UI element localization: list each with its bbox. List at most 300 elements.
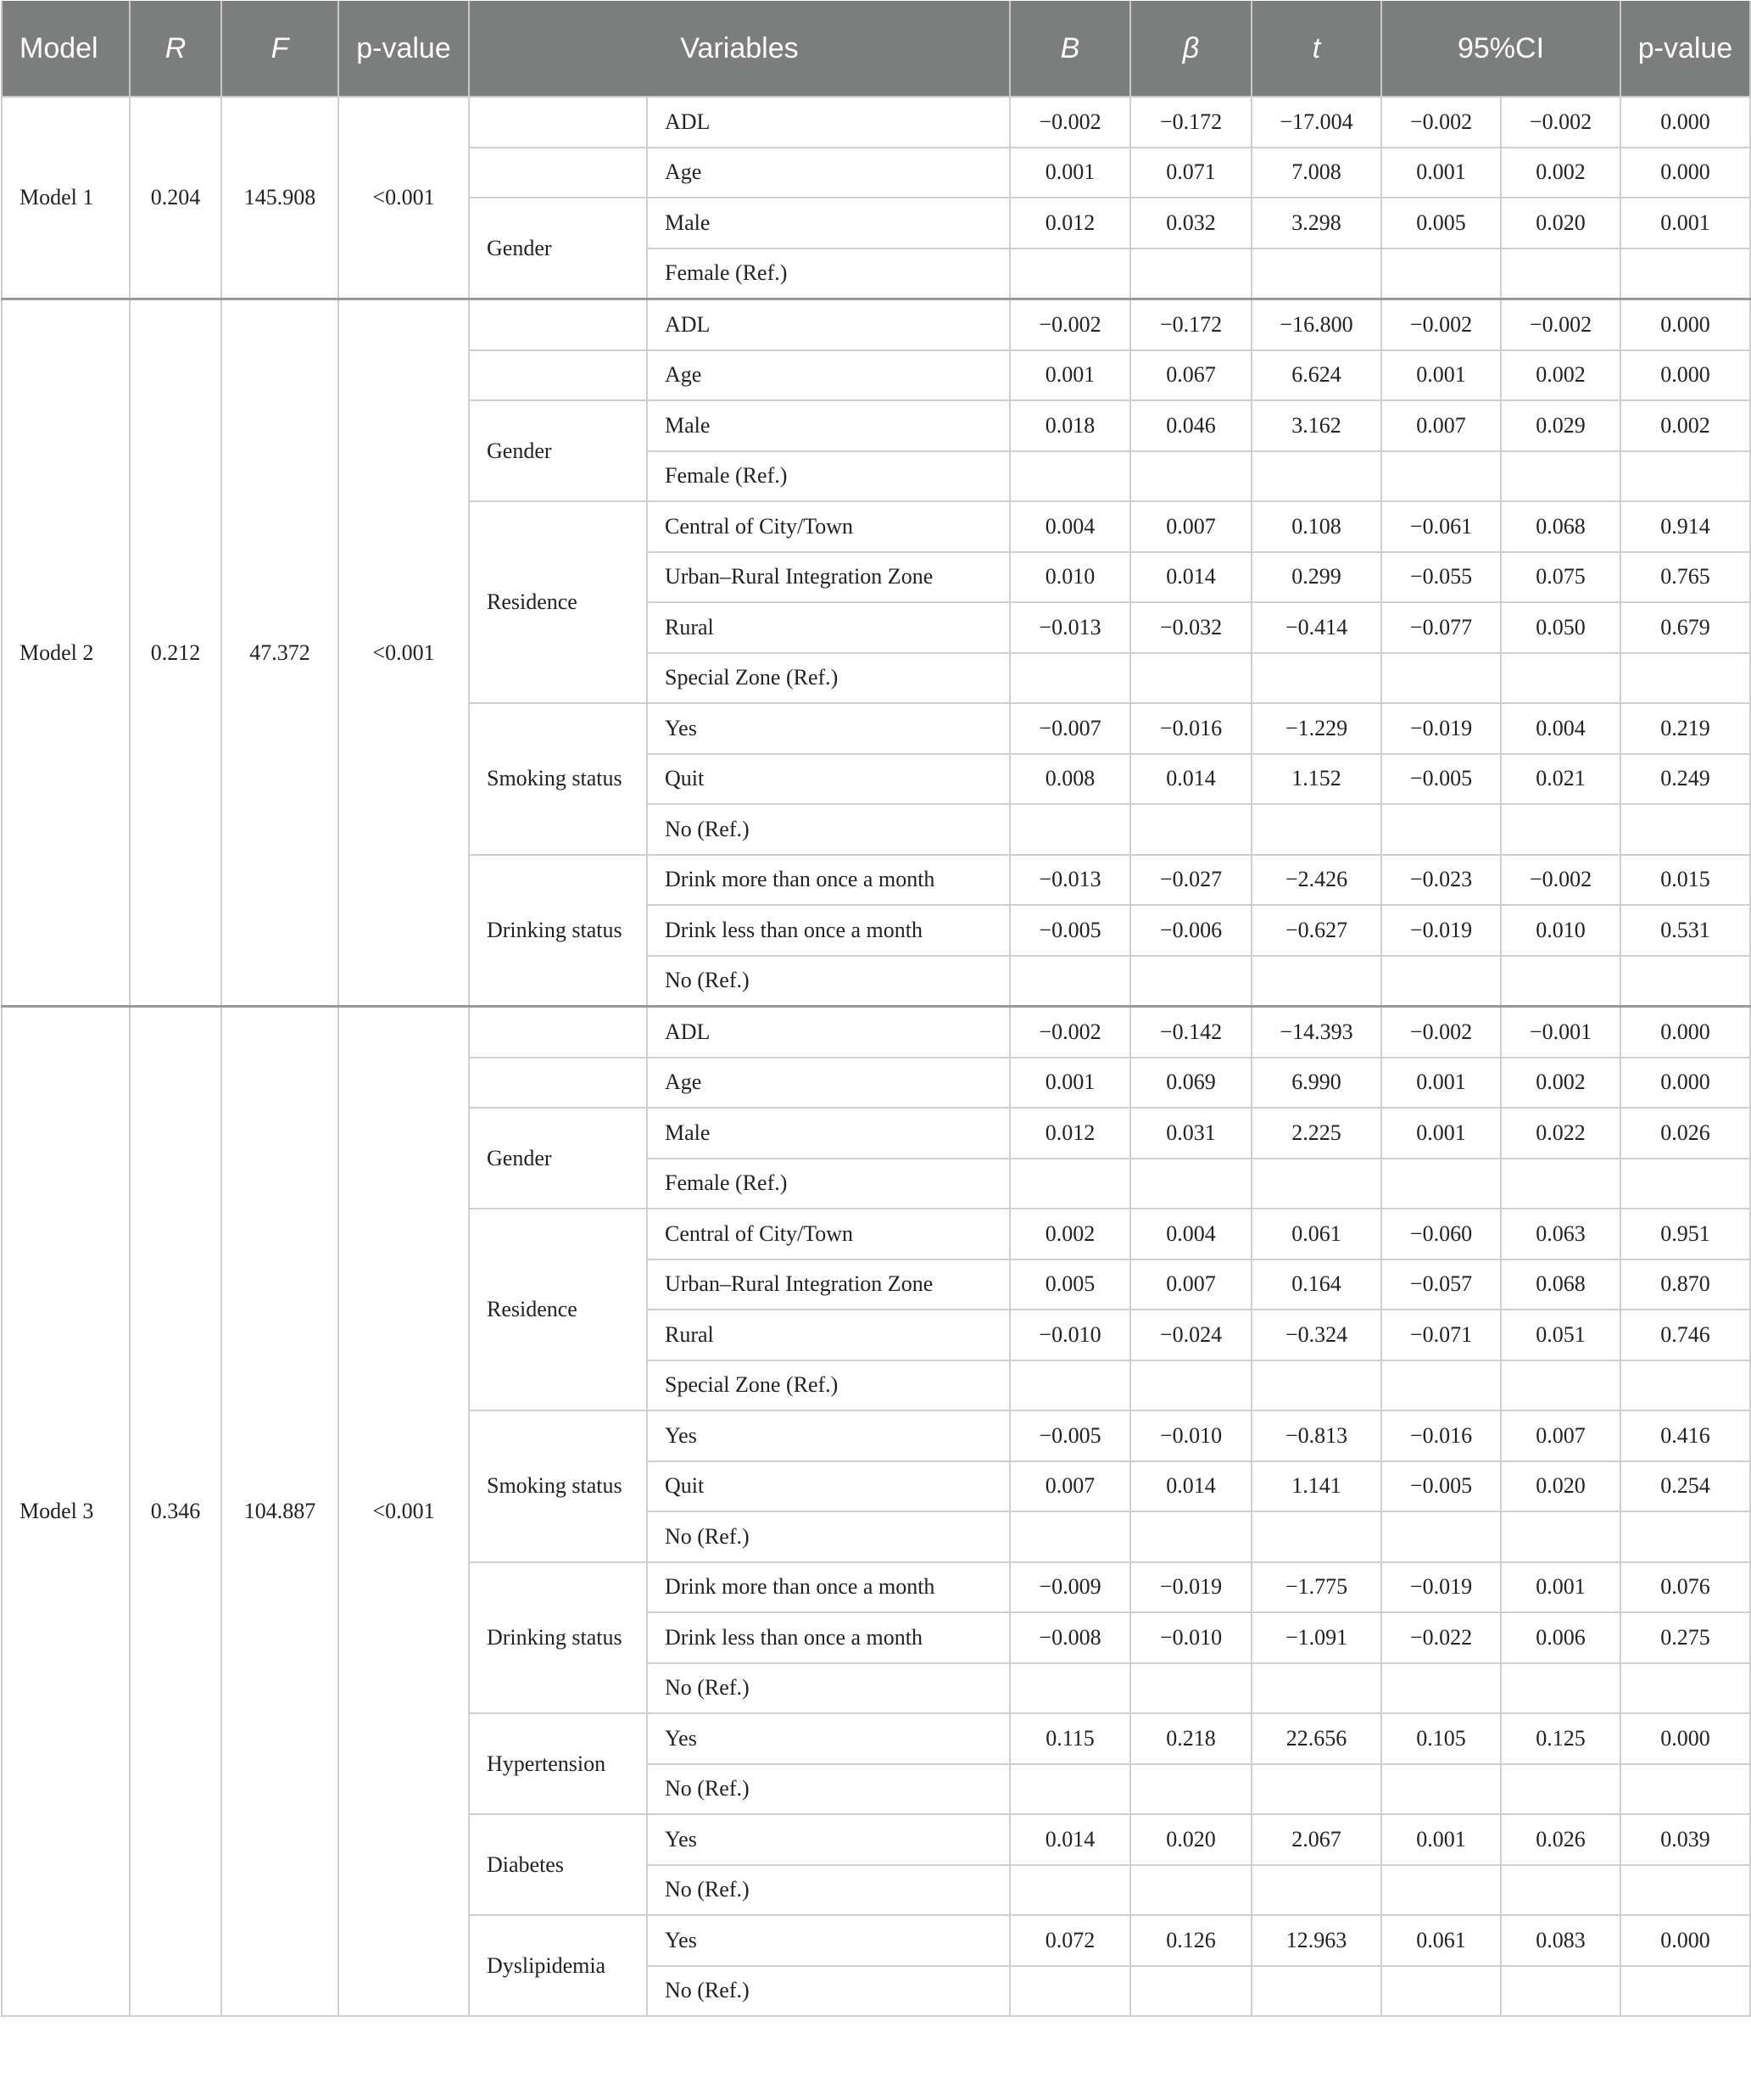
ci-upper — [1501, 653, 1620, 704]
ci-lower: −0.019 — [1381, 703, 1501, 754]
model-pvalue: <0.001 — [338, 97, 469, 299]
coef-beta: −0.016 — [1130, 703, 1252, 754]
coef-b: 0.018 — [1010, 400, 1130, 451]
ci-lower: −0.022 — [1381, 1612, 1501, 1663]
ci-upper: 0.002 — [1501, 350, 1620, 401]
variable-group: Smoking status — [469, 703, 647, 855]
t-value: 0.061 — [1252, 1209, 1381, 1259]
p-value — [1620, 451, 1750, 502]
variable-group: Smoking status — [469, 1410, 647, 1562]
ci-lower: −0.019 — [1381, 1562, 1501, 1613]
variable-level: Yes — [647, 1814, 1010, 1865]
coef-b: 0.012 — [1010, 1108, 1130, 1159]
ci-lower — [1381, 1360, 1501, 1411]
p-value: 0.765 — [1620, 552, 1750, 603]
coef-b: −0.005 — [1010, 905, 1130, 956]
p-value: 0.000 — [1620, 1713, 1750, 1764]
coef-b: 0.004 — [1010, 501, 1130, 552]
p-value: 0.026 — [1620, 1108, 1750, 1159]
coef-b — [1010, 653, 1130, 704]
ci-lower — [1381, 804, 1501, 855]
variable-group — [469, 148, 647, 198]
variable-level: ADL — [647, 97, 1010, 148]
p-value: 0.000 — [1620, 148, 1750, 198]
variable-level: No (Ref.) — [647, 1865, 1010, 1916]
coef-beta — [1130, 1360, 1252, 1411]
table-container — [1, 1, 1751, 2017]
header-model: Model — [2, 1, 130, 97]
ci-upper: −0.002 — [1501, 855, 1620, 906]
coef-beta: −0.032 — [1130, 602, 1252, 653]
t-value — [1252, 653, 1381, 704]
variable-level: Rural — [647, 1310, 1010, 1360]
p-value: 0.951 — [1620, 1209, 1750, 1259]
model-f: 104.887 — [221, 1007, 338, 2017]
ci-lower — [1381, 451, 1501, 502]
p-value: 0.416 — [1620, 1410, 1750, 1461]
ci-lower: 0.001 — [1381, 350, 1501, 401]
coef-beta: −0.172 — [1130, 299, 1252, 350]
model-pvalue: <0.001 — [338, 1007, 469, 2017]
coef-beta — [1130, 1764, 1252, 1815]
ci-lower: −0.077 — [1381, 602, 1501, 653]
t-value: −0.627 — [1252, 905, 1381, 956]
p-value: 0.039 — [1620, 1814, 1750, 1865]
ci-upper — [1501, 1663, 1620, 1714]
coef-b: 0.014 — [1010, 1814, 1130, 1865]
coef-beta: −0.024 — [1130, 1310, 1252, 1360]
ci-upper: 0.010 — [1501, 905, 1620, 956]
variable-level: Special Zone (Ref.) — [647, 653, 1010, 704]
t-value — [1252, 804, 1381, 855]
variable-level: No (Ref.) — [647, 1966, 1010, 2017]
ci-upper: 0.050 — [1501, 602, 1620, 653]
variable-level: Central of City/Town — [647, 1209, 1010, 1259]
p-value — [1620, 804, 1750, 855]
ci-lower: 0.061 — [1381, 1915, 1501, 1966]
ci-upper — [1501, 1966, 1620, 2017]
p-value: 0.000 — [1620, 299, 1750, 350]
ci-lower — [1381, 1511, 1501, 1562]
variable-level: Rural — [647, 602, 1010, 653]
ci-lower: 0.001 — [1381, 1108, 1501, 1159]
variable-group: Residence — [469, 1209, 647, 1410]
coef-b — [1010, 1663, 1130, 1714]
variable-level: Drink less than once a month — [647, 1612, 1010, 1663]
header-f: F — [221, 1, 338, 97]
coef-beta: −0.027 — [1130, 855, 1252, 906]
p-value: 0.000 — [1620, 350, 1750, 401]
coef-beta: 0.007 — [1130, 501, 1252, 552]
p-value: 0.000 — [1620, 97, 1750, 148]
table-row — [2, 97, 1750, 148]
ci-lower: −0.002 — [1381, 299, 1501, 350]
t-value: −17.004 — [1252, 97, 1381, 148]
p-value: 0.000 — [1620, 1058, 1750, 1109]
model-r: 0.212 — [130, 299, 221, 1007]
coef-beta: 0.004 — [1130, 1209, 1252, 1259]
p-value — [1620, 1966, 1750, 2017]
variable-group: Gender — [469, 1108, 647, 1209]
coef-b: −0.010 — [1010, 1310, 1130, 1360]
coef-beta: 0.014 — [1130, 552, 1252, 603]
ci-upper — [1501, 1511, 1620, 1562]
ci-lower: −0.016 — [1381, 1410, 1501, 1461]
p-value: 0.679 — [1620, 602, 1750, 653]
coef-beta — [1130, 451, 1252, 502]
variable-level: Central of City/Town — [647, 501, 1010, 552]
header-p: p-value — [1620, 1, 1750, 97]
coef-b — [1010, 1360, 1130, 1411]
p-value — [1620, 1360, 1750, 1411]
variable-level: No (Ref.) — [647, 1663, 1010, 1714]
regression-table — [1, 1, 1751, 2017]
p-value: 0.002 — [1620, 400, 1750, 451]
variable-group: Residence — [469, 501, 647, 703]
t-value: −1.091 — [1252, 1612, 1381, 1663]
ci-upper: 0.007 — [1501, 1410, 1620, 1461]
coef-beta: −0.172 — [1130, 97, 1252, 148]
p-value — [1620, 653, 1750, 704]
coef-beta: 0.046 — [1130, 400, 1252, 451]
ci-lower — [1381, 653, 1501, 704]
t-value — [1252, 1511, 1381, 1562]
coef-b: 0.001 — [1010, 148, 1130, 198]
coef-beta: −0.142 — [1130, 1007, 1252, 1058]
coef-b — [1010, 451, 1130, 502]
coef-b: −0.007 — [1010, 703, 1130, 754]
t-value: −2.426 — [1252, 855, 1381, 906]
t-value: 1.141 — [1252, 1461, 1381, 1512]
ci-lower — [1381, 1865, 1501, 1916]
t-value: −1.775 — [1252, 1562, 1381, 1613]
coef-beta: 0.014 — [1130, 754, 1252, 805]
ci-lower — [1381, 249, 1501, 299]
variable-group: Hypertension — [469, 1713, 647, 1814]
variable-group — [469, 1058, 647, 1109]
variable-level: Quit — [647, 754, 1010, 805]
ci-lower: −0.002 — [1381, 97, 1501, 148]
coef-beta — [1130, 804, 1252, 855]
ci-lower: −0.005 — [1381, 1461, 1501, 1512]
p-value: 0.000 — [1620, 1007, 1750, 1058]
variable-level: Urban–Rural Integration Zone — [647, 1259, 1010, 1310]
ci-upper: −0.002 — [1501, 97, 1620, 148]
coef-beta: −0.010 — [1130, 1612, 1252, 1663]
coef-b — [1010, 956, 1130, 1007]
variable-group: Gender — [469, 198, 647, 299]
variable-level: Male — [647, 198, 1010, 249]
coef-b: −0.013 — [1010, 602, 1130, 653]
p-value: 0.001 — [1620, 198, 1750, 249]
coef-beta: 0.014 — [1130, 1461, 1252, 1512]
t-value: −0.813 — [1252, 1410, 1381, 1461]
ci-lower — [1381, 1966, 1501, 2017]
ci-lower: 0.007 — [1381, 400, 1501, 451]
ci-upper: 0.020 — [1501, 1461, 1620, 1512]
ci-lower: −0.060 — [1381, 1209, 1501, 1259]
variable-group: Dyslipidemia — [469, 1915, 647, 2016]
coef-b — [1010, 1159, 1130, 1209]
ci-lower: 0.105 — [1381, 1713, 1501, 1764]
coef-b: −0.002 — [1010, 97, 1130, 148]
ci-lower: 0.001 — [1381, 1058, 1501, 1109]
p-value — [1620, 1865, 1750, 1916]
ci-upper: 0.125 — [1501, 1713, 1620, 1764]
ci-upper: 0.021 — [1501, 754, 1620, 805]
p-value — [1620, 956, 1750, 1007]
t-value: 2.225 — [1252, 1108, 1381, 1159]
p-value: 0.275 — [1620, 1612, 1750, 1663]
variable-level: Female (Ref.) — [647, 451, 1010, 502]
header-row — [2, 1, 1750, 97]
coef-beta: −0.010 — [1130, 1410, 1252, 1461]
ci-upper — [1501, 804, 1620, 855]
ci-upper: 0.029 — [1501, 400, 1620, 451]
coef-b: 0.115 — [1010, 1713, 1130, 1764]
variable-level: Drink more than once a month — [647, 855, 1010, 906]
variable-group — [469, 1007, 647, 1058]
variable-group — [469, 350, 647, 401]
ci-upper: 0.026 — [1501, 1814, 1620, 1865]
header-t: t — [1252, 1, 1381, 97]
ci-upper: 0.068 — [1501, 501, 1620, 552]
p-value: 0.746 — [1620, 1310, 1750, 1360]
ci-lower: −0.019 — [1381, 905, 1501, 956]
t-value: 1.152 — [1252, 754, 1381, 805]
coef-beta: 0.071 — [1130, 148, 1252, 198]
coef-b — [1010, 1966, 1130, 2017]
variable-level: Female (Ref.) — [647, 1159, 1010, 1209]
ci-lower: −0.002 — [1381, 1007, 1501, 1058]
coef-beta — [1130, 1511, 1252, 1562]
ci-lower — [1381, 1159, 1501, 1209]
ci-upper: 0.051 — [1501, 1310, 1620, 1360]
ci-lower — [1381, 1663, 1501, 1714]
model-name: Model 1 — [2, 97, 130, 299]
ci-upper: 0.002 — [1501, 1058, 1620, 1109]
t-value — [1252, 1764, 1381, 1815]
p-value: 0.914 — [1620, 501, 1750, 552]
variable-level: Yes — [647, 1410, 1010, 1461]
coef-b: 0.002 — [1010, 1209, 1130, 1259]
coef-beta: 0.069 — [1130, 1058, 1252, 1109]
model-name: Model 3 — [2, 1007, 130, 2017]
ci-upper — [1501, 1865, 1620, 1916]
variable-group: Drinking status — [469, 855, 647, 1007]
coef-beta — [1130, 1966, 1252, 2017]
ci-lower: −0.057 — [1381, 1259, 1501, 1310]
coef-beta: 0.218 — [1130, 1713, 1252, 1764]
variable-group — [469, 97, 647, 148]
ci-upper — [1501, 249, 1620, 299]
variable-level: Male — [647, 1108, 1010, 1159]
coef-beta — [1130, 956, 1252, 1007]
coef-b: −0.002 — [1010, 299, 1130, 350]
t-value: 7.008 — [1252, 148, 1381, 198]
coef-b: −0.008 — [1010, 1612, 1130, 1663]
coef-beta — [1130, 249, 1252, 299]
variable-level: Age — [647, 148, 1010, 198]
table-row — [2, 299, 1750, 350]
table-row — [2, 1007, 1750, 1058]
coef-beta: −0.006 — [1130, 905, 1252, 956]
model-r: 0.346 — [130, 1007, 221, 2017]
t-value — [1252, 451, 1381, 502]
coef-b — [1010, 1511, 1130, 1562]
p-value: 0.249 — [1620, 754, 1750, 805]
coef-beta: 0.031 — [1130, 1108, 1252, 1159]
model-name: Model 2 — [2, 299, 130, 1007]
t-value: −0.414 — [1252, 602, 1381, 653]
ci-upper: −0.001 — [1501, 1007, 1620, 1058]
variable-level: ADL — [647, 299, 1010, 350]
variable-level: No (Ref.) — [647, 804, 1010, 855]
variable-level: ADL — [647, 1007, 1010, 1058]
variable-level: Female (Ref.) — [647, 249, 1010, 299]
ci-lower: 0.001 — [1381, 1814, 1501, 1865]
variable-level: Yes — [647, 1713, 1010, 1764]
coef-b: −0.002 — [1010, 1007, 1130, 1058]
ci-upper: 0.002 — [1501, 148, 1620, 198]
variable-level: No (Ref.) — [647, 1764, 1010, 1815]
header-b: B — [1010, 1, 1130, 97]
variable-group: Gender — [469, 400, 647, 501]
t-value: 6.990 — [1252, 1058, 1381, 1109]
p-value — [1620, 1159, 1750, 1209]
variable-level: No (Ref.) — [647, 1511, 1010, 1562]
header-r: R — [130, 1, 221, 97]
model-pvalue: <0.001 — [338, 299, 469, 1007]
table-body — [2, 97, 1750, 2016]
p-value — [1620, 1663, 1750, 1714]
t-value — [1252, 956, 1381, 1007]
t-value: −14.393 — [1252, 1007, 1381, 1058]
coef-b: −0.013 — [1010, 855, 1130, 906]
p-value: 0.870 — [1620, 1259, 1750, 1310]
variable-level: No (Ref.) — [647, 956, 1010, 1007]
p-value — [1620, 1511, 1750, 1562]
coef-b: 0.005 — [1010, 1259, 1130, 1310]
ci-upper: 0.006 — [1501, 1612, 1620, 1663]
coef-b: 0.001 — [1010, 1058, 1130, 1109]
coef-b: 0.010 — [1010, 552, 1130, 603]
ci-upper: 0.083 — [1501, 1915, 1620, 1966]
ci-upper — [1501, 451, 1620, 502]
coef-b: 0.001 — [1010, 350, 1130, 401]
p-value — [1620, 249, 1750, 299]
variable-level: Age — [647, 350, 1010, 401]
ci-lower: −0.005 — [1381, 754, 1501, 805]
ci-lower: 0.005 — [1381, 198, 1501, 249]
ci-lower: −0.071 — [1381, 1310, 1501, 1360]
t-value: 0.108 — [1252, 501, 1381, 552]
t-value — [1252, 249, 1381, 299]
t-value — [1252, 1966, 1381, 2017]
ci-upper: 0.075 — [1501, 552, 1620, 603]
variable-level: Special Zone (Ref.) — [647, 1360, 1010, 1411]
variable-group: Drinking status — [469, 1562, 647, 1714]
coef-b: −0.005 — [1010, 1410, 1130, 1461]
p-value: 0.531 — [1620, 905, 1750, 956]
ci-upper — [1501, 1764, 1620, 1815]
model-r: 0.204 — [130, 97, 221, 299]
header-pvalue: p-value — [338, 1, 469, 97]
variable-group — [469, 299, 647, 350]
variable-level: Quit — [647, 1461, 1010, 1512]
t-value: 3.162 — [1252, 400, 1381, 451]
t-value: 2.067 — [1252, 1814, 1381, 1865]
ci-lower: −0.023 — [1381, 855, 1501, 906]
variable-group: Diabetes — [469, 1814, 647, 1915]
ci-upper — [1501, 956, 1620, 1007]
ci-lower — [1381, 1764, 1501, 1815]
variable-level: Yes — [647, 703, 1010, 754]
coef-beta: −0.019 — [1130, 1562, 1252, 1613]
ci-lower: 0.001 — [1381, 148, 1501, 198]
p-value: 0.015 — [1620, 855, 1750, 906]
ci-lower — [1381, 956, 1501, 1007]
t-value: −1.229 — [1252, 703, 1381, 754]
coef-b: 0.012 — [1010, 198, 1130, 249]
ci-lower: −0.061 — [1381, 501, 1501, 552]
ci-upper: 0.001 — [1501, 1562, 1620, 1613]
t-value: 0.299 — [1252, 552, 1381, 603]
coef-beta — [1130, 653, 1252, 704]
p-value: 0.219 — [1620, 703, 1750, 754]
ci-upper: 0.068 — [1501, 1259, 1620, 1310]
header-beta: β — [1130, 1, 1252, 97]
t-value — [1252, 1159, 1381, 1209]
p-value: 0.076 — [1620, 1562, 1750, 1613]
coef-b — [1010, 249, 1130, 299]
ci-upper — [1501, 1360, 1620, 1411]
t-value: 6.624 — [1252, 350, 1381, 401]
coef-b: 0.007 — [1010, 1461, 1130, 1512]
t-value: 12.963 — [1252, 1915, 1381, 1966]
variable-level: Drink more than once a month — [647, 1562, 1010, 1613]
coef-b: 0.008 — [1010, 754, 1130, 805]
coef-b: −0.009 — [1010, 1562, 1130, 1613]
model-f: 47.372 — [221, 299, 338, 1007]
ci-lower: −0.055 — [1381, 552, 1501, 603]
p-value: 0.000 — [1620, 1915, 1750, 1966]
coef-beta: 0.067 — [1130, 350, 1252, 401]
variable-level: Male — [647, 400, 1010, 451]
t-value: 3.298 — [1252, 198, 1381, 249]
t-value: −16.800 — [1252, 299, 1381, 350]
header-95ci: 95%CI — [1381, 1, 1620, 97]
variable-level: Yes — [647, 1915, 1010, 1966]
p-value: 0.254 — [1620, 1461, 1750, 1512]
ci-upper: −0.002 — [1501, 299, 1620, 350]
t-value — [1252, 1360, 1381, 1411]
coef-b — [1010, 1764, 1130, 1815]
coef-beta: 0.126 — [1130, 1915, 1252, 1966]
variable-level: Urban–Rural Integration Zone — [647, 552, 1010, 603]
coef-beta: 0.020 — [1130, 1814, 1252, 1865]
variable-level: Drink less than once a month — [647, 905, 1010, 956]
coef-b — [1010, 804, 1130, 855]
ci-upper: 0.004 — [1501, 703, 1620, 754]
t-value: 22.656 — [1252, 1713, 1381, 1764]
header-variables: Variables — [469, 1, 1010, 97]
coef-beta — [1130, 1865, 1252, 1916]
t-value — [1252, 1865, 1381, 1916]
coef-b — [1010, 1865, 1130, 1916]
variable-level: Age — [647, 1058, 1010, 1109]
ci-upper: 0.022 — [1501, 1108, 1620, 1159]
